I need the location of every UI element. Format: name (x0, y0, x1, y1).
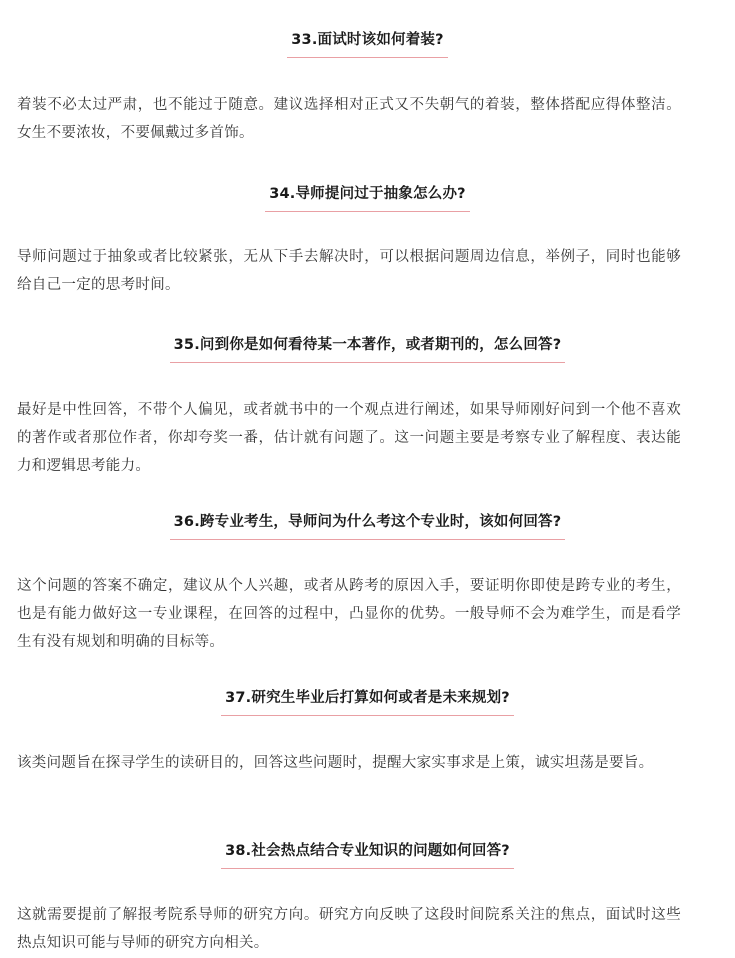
question-title (0, 184, 735, 212)
question-title-text: 36.跨专业考生，导师问为什么考这个专业时，该如何回答? (170, 512, 566, 540)
qa-item-33 (0, 30, 735, 58)
question-title-text: 35.问到你是如何看待某一本著作，或者期刊的，怎么回答? (170, 335, 566, 363)
answer-paragraph: 这就需要提前了解报考院系导师的研究方向。研究方向反映了这段时间院系关注的焦点，面试时这些热点知识可能与导师的研究方向相关。 (17, 907, 681, 951)
qa-item-35 (0, 335, 735, 363)
qa-item-34 (0, 184, 735, 212)
question-title-text: 33.面试时该如何着装? (287, 30, 448, 58)
qa-item-38 (0, 841, 735, 869)
question-title (0, 841, 735, 869)
answer-paragraph: 该类问题旨在探寻学生的读研目的，回答这些问题时，提醒大家实事求是上策，诚实坦荡是要旨。 (17, 755, 654, 771)
question-title (0, 30, 735, 58)
question-title-text: 34.导师提问过于抽象怎么办? (265, 184, 470, 212)
qa-item-37 (0, 688, 735, 716)
question-title-text: 37.研究生毕业后打算如何或者是未来规划? (221, 688, 514, 716)
question-title-text: 38.社会热点结合专业知识的问题如何回答? (221, 841, 514, 869)
question-title (0, 512, 735, 540)
answer-paragraph: 导师问题过于抽象或者比较紧张，无从下手去解决时，可以根据问题周边信息，举例子，同时也能够给自己一定的思考时间。 (17, 249, 681, 293)
question-title (0, 335, 735, 363)
qa-item-36 (0, 512, 735, 540)
answer-paragraph: 最好是中性回答，不带个人偏见，或者就书中的一个观点进行阐述，如果导师刚好问到一个他不喜欢的著作或者那位作者，你却夸奖一番，估计就有问题了。这一问题主要是考察专业了解程度、表达能力和逻辑思考能力。 (17, 402, 681, 474)
answer-paragraph: 这个问题的答案不确定，建议从个人兴趣，或者从跨考的原因入手，要证明你即使是跨专业的考生，也是有能力做好这一专业课程，在回答的过程中，凸显你的优势。一般导师不会为难学生，而是看学生有没有规划和明确的目标等。 (17, 578, 681, 650)
question-title (0, 688, 735, 716)
answer-paragraph: 着装不必太过严肃，也不能过于随意。建议选择相对正式又不失朝气的着装，整体搭配应得体整洁。女生不要浓妆，不要佩戴过多首饰。 (17, 97, 681, 141)
